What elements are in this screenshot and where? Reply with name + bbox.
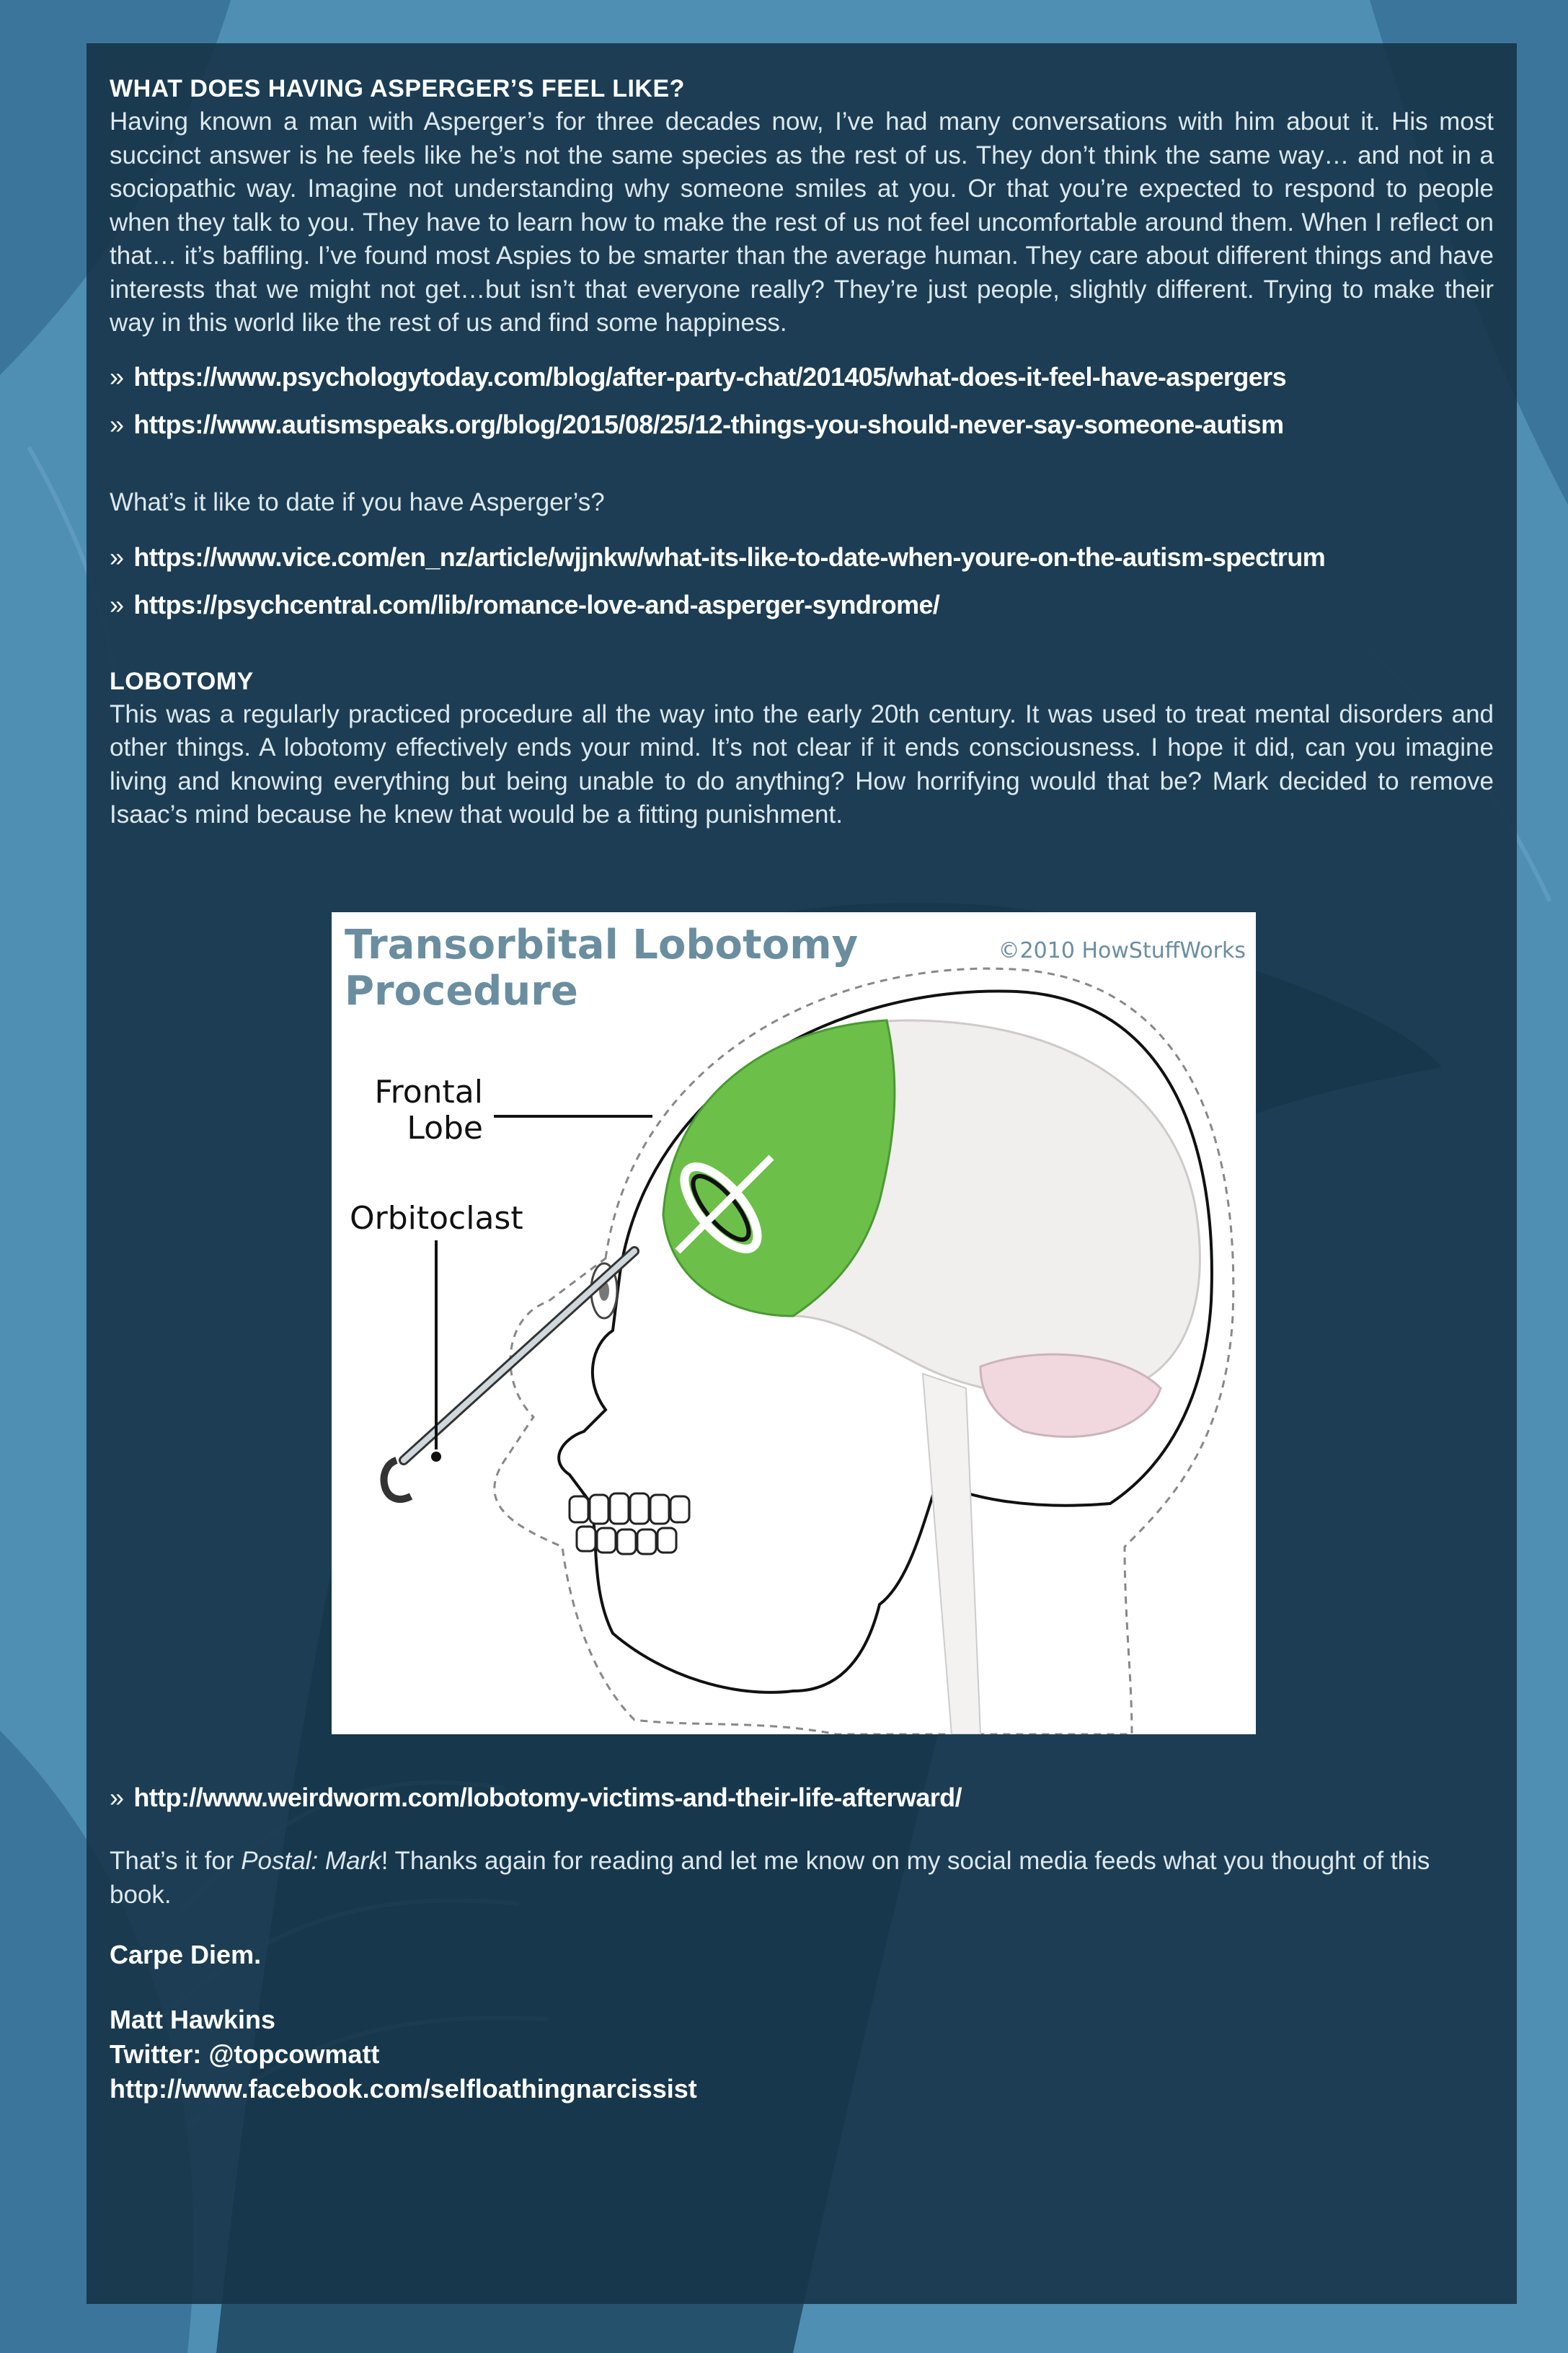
closing-text-after: ! Thanks again for reading and let me know on my social media feeds what you thought of this book. [110, 1847, 1430, 1909]
figure-title-line2: Procedure [345, 968, 578, 1015]
link-item[interactable] [110, 1781, 1494, 1814]
twitter-handle[interactable]: Twitter: @topcowmatt [110, 2039, 380, 2069]
facebook-link[interactable]: http://www.facebook.com/selfloathingnarcissist [110, 2074, 697, 2103]
article-content [110, 72, 1494, 832]
asperger-paragraph: Having known a man with Asperger’s for three decades now, I’ve had many conversations with him about it. His most succinct answer is he feels like he’s not the same species as the rest of us. They don’t think the same way… and not in a sociopathic way. Imagine not understanding why someone smiles at you. Or that you’re expected to respond to people when they talk to you. They have to learn how to make the rest of us not feel uncomfortable around them. When I reflect on that… it’s baffling. I’ve found most Aspies to be smarter than the average human. They care about different things and have interests that we might not get…but isn’t that everyone really? They’re just people, slightly different. Trying to make their way in this world like the rest of us and find some happiness. [110, 107, 1494, 337]
link-item[interactable] [110, 541, 1494, 574]
lobotomy-paragraph: This was a regularly practiced procedure all the way into the early 20th century. It was used to treat mental disorders and other things. A lobotomy effectively ends your mind. It’s not clear if it ends consciousness. I hope it did, can you imagine living and knowing everything but being unable to do anything? How horrifying would that be? Mark decided to remove Isaac’s mind because he knew that would be a fitting punishment. [110, 699, 1494, 829]
link-bullet: » [110, 1783, 124, 1812]
lobotomy-illustration [332, 912, 1256, 1734]
figure-title [345, 922, 858, 1015]
link-weirdworm[interactable]: http://www.weirdworm.com/lobotomy-victims-and-their-life-afterward/ [133, 1783, 962, 1812]
closing-content [110, 1781, 1494, 2106]
brain-skull-diagram [332, 912, 1256, 1734]
link-bullet: » [110, 589, 124, 619]
figure-copyright: ©2010 HowStuffWorks [998, 938, 1246, 963]
link-bullet: » [110, 542, 124, 572]
label-orbitoclast: Orbitoclast [350, 1200, 523, 1237]
link-bullet: » [110, 361, 124, 392]
link-item[interactable] [110, 588, 1494, 622]
book-title: Postal: Mark [241, 1847, 381, 1875]
label-frontal-line2: Lobe [407, 1110, 483, 1147]
link-psychcentral[interactable]: https://psychcentral.com/lib/romance-love-and-asperger-syndrome/ [133, 589, 940, 619]
dating-question: What’s it like to date if you have Asperger’s? [110, 487, 605, 516]
link-autismspeaks[interactable]: https://www.autismspeaks.org/blog/2015/08/25/12-things-you-should-never-say-someone-autism [133, 409, 1284, 439]
label-frontal-lobe [364, 1074, 483, 1147]
closing-paragraph [110, 1845, 1494, 1912]
link-psychologytoday[interactable]: https://www.psychologytoday.com/blog/after-party-chat/201405/what-does-it-feel-have-aspergers [133, 361, 1286, 392]
asperger-heading: WHAT DOES HAVING ASPERGER’S FEEL LIKE? [110, 75, 685, 102]
figure-title-line1: Transorbital Lobotomy [345, 922, 859, 968]
lobotomy-heading: LOBOTOMY [110, 667, 254, 695]
motto: Carpe Diem. [110, 1940, 262, 1969]
author-name: Matt Hawkins [110, 2005, 276, 2034]
link-item[interactable] [110, 361, 1494, 394]
link-item[interactable] [110, 408, 1494, 441]
link-vice[interactable]: https://www.vice.com/en_nz/article/wjjnkw/what-its-like-to-date-when-youre-on-the-autism-spectrum [133, 542, 1326, 572]
closing-text-before: That’s it for [110, 1847, 242, 1875]
label-frontal-line1: Frontal [374, 1074, 483, 1111]
link-bullet: » [110, 409, 124, 439]
